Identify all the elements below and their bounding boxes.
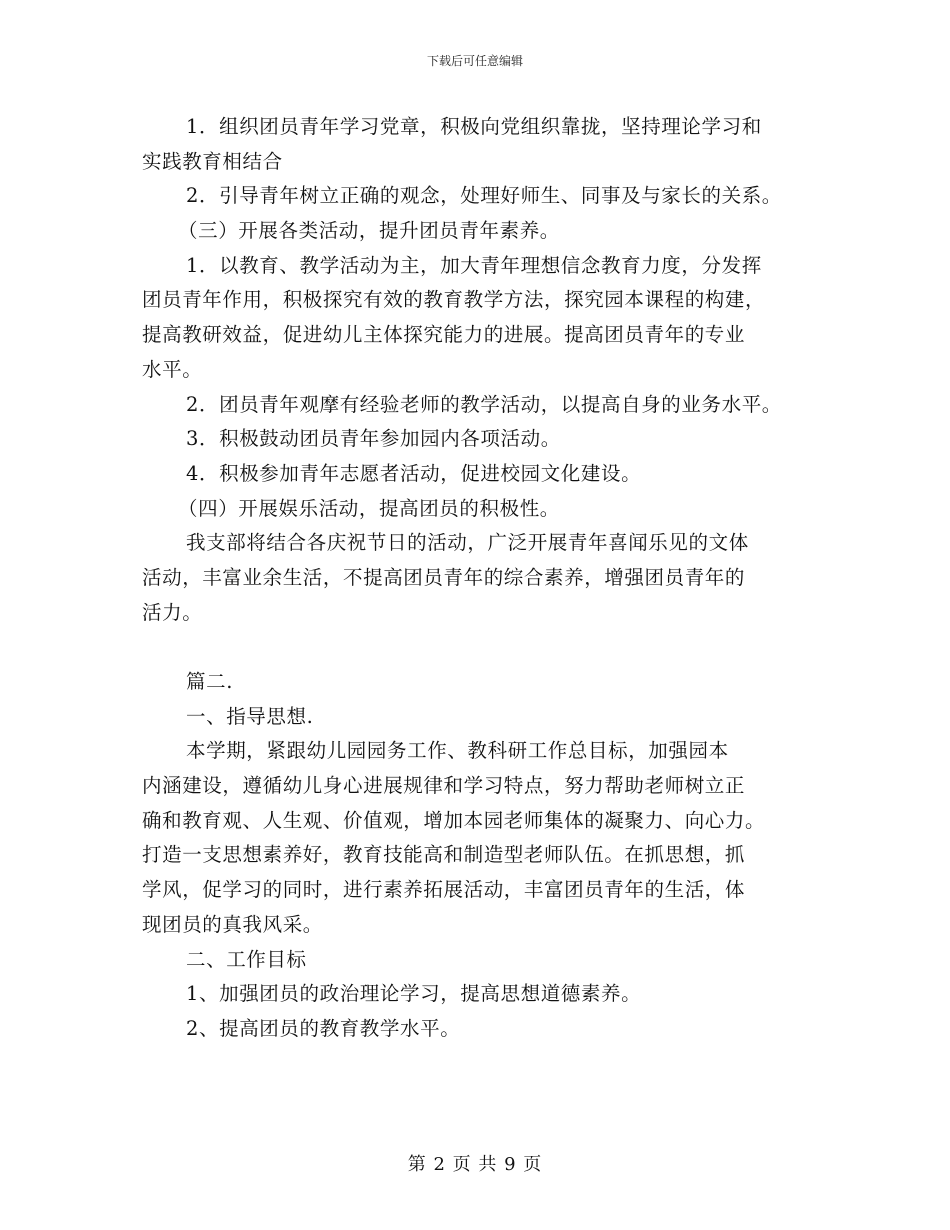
blank-line	[142, 630, 832, 665]
paragraph-line: 打造一支思想素养好，教育技能高和制造型老师队伍。在抓思想，抓	[142, 843, 746, 867]
paragraph-line: 2．引导青年树立正确的观念，处理好师生、同事及与家长的关系。	[186, 184, 782, 208]
paragraph-line: 3．积极鼓动团员青年参加园内各项活动。	[186, 427, 561, 451]
paragraph-line: 内涵建设，遵循幼儿身心进展规律和学习特点，努力帮助老师树立正	[142, 774, 746, 798]
paragraph-line: 1．组织团员青年学习党章，积极向党组织靠拢，坚持理论学习和	[186, 115, 762, 138]
page-header: 下载后可任意编辑	[426, 54, 523, 68]
paragraph-line: 本学期，紧跟幼儿园园务工作、教科研工作总目标，加强园本	[186, 739, 729, 763]
paragraph-line: 活动，丰富业余生活，不提高团员青年的综合素养，增强团员青年的	[142, 565, 746, 589]
page-footer: 第 2 页 共 9 页	[407, 1154, 543, 1175]
paragraph-line: 现团员的真我风采。	[142, 912, 323, 936]
section-heading: 一、指导思想.	[186, 704, 314, 728]
paragraph-line: 4．积极参加青年志愿者活动，促进校园文化建设。	[186, 461, 642, 485]
paragraph-line: 团员青年作用，积极探究有效的教育教学方法，探究园本课程的构建，	[142, 288, 766, 312]
section-heading: （三）开展各类活动，提升团员青年素养。	[178, 219, 560, 243]
document-body	[142, 110, 832, 1047]
paragraph-line: 提高教研效益，促进幼儿主体探究能力的进展。提高团员青年的专业	[142, 323, 746, 347]
paragraph-line: 水平。	[142, 357, 203, 381]
paragraph-line: 活力。	[142, 600, 203, 624]
part-heading: 篇二.	[186, 670, 233, 693]
section-heading: （四）开展娱乐活动，提高团员的积极性。	[178, 496, 560, 520]
paragraph-line: 学风，促学习的同时，进行素养拓展活动，丰富团员青年的生活，体	[142, 878, 746, 902]
paragraph-line: 实践教育相结合	[142, 149, 283, 173]
section-heading: 二、工作目标	[186, 947, 307, 971]
paragraph-line: 确和教育观、人生观、价值观，增加本园老师集体的凝聚力、向心力。	[142, 808, 766, 832]
paragraph-line: 我支部将结合各庆祝节日的活动，广泛开展青年喜闻乐见的文体	[186, 531, 749, 555]
paragraph-line: 2、提高团员的教育教学水平。	[186, 1016, 461, 1040]
paragraph-line: 1．以教育、教学活动为主，加大青年理想信念教育力度，分发挥	[186, 253, 762, 277]
paragraph-line: 2．团员青年观摩有经验老师的教学活动，以提高自身的业务水平。	[186, 392, 782, 416]
paragraph-line: 1、加强团员的政治理论学习，提高思想道德素养。	[186, 982, 642, 1006]
